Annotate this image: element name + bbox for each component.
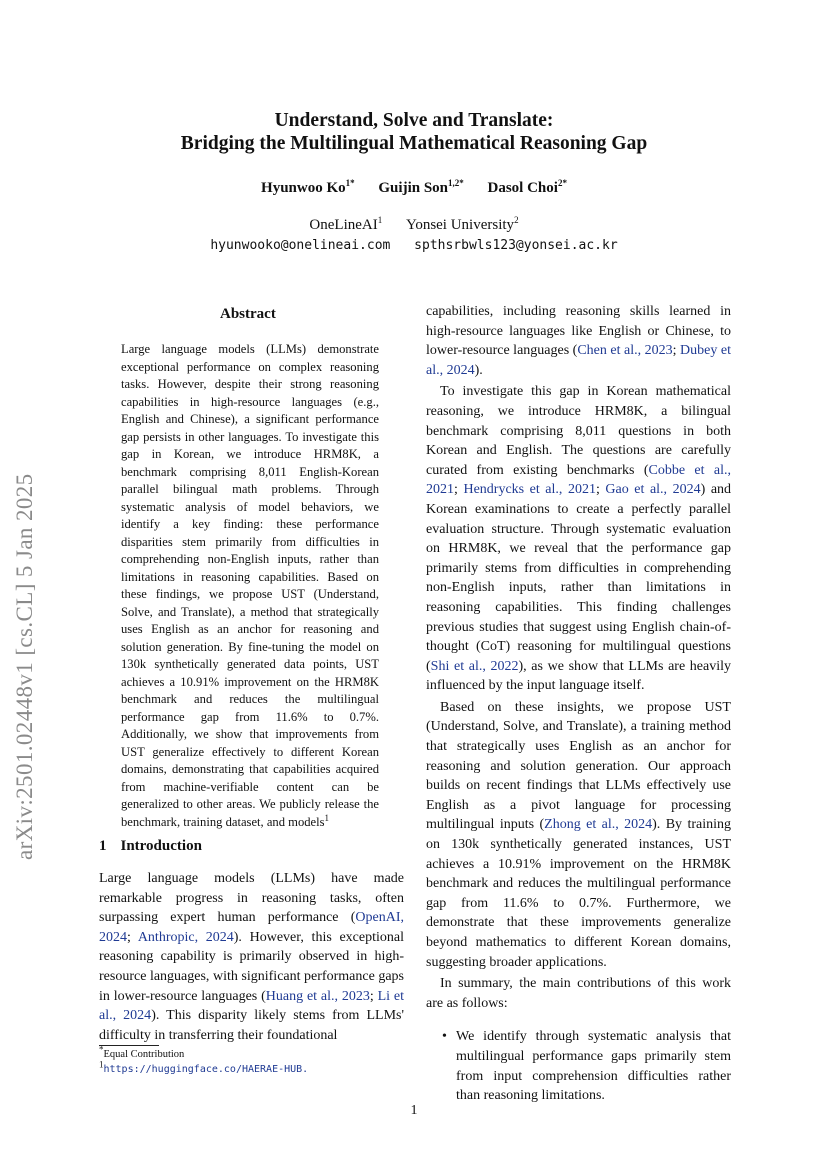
citation-link[interactable]: Li et al., 2024 <box>99 988 405 1024</box>
paragraph: To investigate this gap in Korean mathematical reasoning, we introduce HRM8K, a bilingual benchmark comprising 8,011 questions in both Korean and English. The questions are carefully curated from existing benchmarks (Cobbe et al., 2021; Hendrycks et al., 2021; Gao et al., 2024) and Korean examinations to create a perfectly parallel evaluation structure. Through systematic evaluation on HRM8K, we reveal that the performance gap primarily stems from difficulties in comprehending non-English inputs, rather than limitations in reasoning capabilities. This finding challenges previous studies that suggest using English chain-of-thought (CoT) reasoning for multilingual questions (Shi et al., 2022), as we show that LLMs are heavily influenced by the input language itself. <box>426 384 732 694</box>
citation-link[interactable]: Chen et al., 2023 <box>577 343 673 359</box>
citation-link[interactable]: Shi et al., 2022 <box>430 658 519 674</box>
paragraph: In summary, the main contributions of this work are as follows: <box>426 976 731 1011</box>
contribution-bullet: • We identify through systematic analysis that multilingual performance gaps primarily stem from input comprehension difficulties rather than reasoning limitations. <box>442 1029 731 1104</box>
paragraph: Based on these insights, we propose UST (Understand, Solve, and Translate), a training method that strategically uses English as an anchor for reasoning and solution generation. Our approach builds on recent findings that LLMs effectively use English as a pivot language for processing multilingual inputs (Zhong et al., 2024). By training on 130k synthetically generated instances, UST achieves a 10.91% improvement on the HRM8K benchmark and reduces the multilingual performance gap from 11.6% to 0.7%. Furthermore, we demonstrate that these improvements generalize beyond mathematics to different Korean domains, suggesting broader applications. <box>426 699 731 970</box>
affiliation: Yonsei University$^2$ <box>405 215 519 233</box>
abstract-heading: Abstract <box>220 306 276 322</box>
paragraph: capabilities, including reasoning skills learned in high-resource languages like English or Chinese, to lower-resource languages (Chen et al., 2023; Dubey et al., 2024). <box>426 304 731 378</box>
right-column <box>426 302 731 1106</box>
footnote-mark[interactable]: 1 <box>324 812 330 823</box>
bullet-icon: • <box>442 1029 447 1045</box>
email[interactable]: spthsrbwls123@yonsei.ac.kr <box>414 238 618 253</box>
citation-link[interactable]: Anthropic, 2024 <box>137 929 234 945</box>
abstract-body: Large language models (LLMs) demonstrate exceptional performance on complex reasoning tasks. However, despite their strong reasoning capabilities in high-resource languages (e.g., English and Chinese), a significant performance gap persists in other languages. To investigate this gap in Korean, we introduce HRM8K, a benchmark comprising 8,011 English-Korean parallel bilingual math problems. Through systematic analysis of model behaviors, we identify a key finding: these performance disparities stem primarily from difficulties in comprehending non-English inputs, rather than limitations in reasoning capabilities. Based on these findings, we propose UST (Understand, Solve, and Translate), a method that strategically uses English as an anchor for reasoning and solution generation. By fine-tuning the model on 130k synthetically generated data points, UST achieves a 10.91% improvement on the HRM8K benchmark and reduces the multilingual performance gap from 11.6% to 0.7%. Additionally, we show that improvements from UST generalize effectively to different Korean domains, demonstrating that capabilities acquired from machine-verifiable content can be generalized to other areas. We publicly release the benchmark, training dataset, and models$^1$ <box>121 342 379 829</box>
citation-link[interactable]: Gao et al., 2024 <box>605 482 701 498</box>
author: Hyunwoo $Ko^{1*}$ <box>261 178 355 196</box>
author: Dasol Choi$^{2*}$ <box>487 178 567 196</box>
paper-title <box>0 109 828 155</box>
footnote: $^1$https://huggingface.co/HAERAE-HUB. <box>99 1059 309 1075</box>
footnote-url-link[interactable]: https://huggingface.co/HAERAE-HUB. <box>103 1064 309 1075</box>
citation-link[interactable]: Zhong et al., 2024 <box>544 817 653 833</box>
affiliation: OneLineAI$^1$ <box>309 215 383 233</box>
intro-paragraph: Large language models (LLMs) have made remarkable progress in reasoning tasks, often surpassing expert human performance (OpenAI, 2024; Anthropic, 2024). However, this exceptional reasoning capability is primarily observed in high-resource languages, with significant performance gaps in lower-resource languages (Huang et al., 2023; Li et al., 2024). This disparity likely stems from LLMs' difficulty in transferring their foundational <box>99 871 405 1043</box>
arxiv-stamp: arXiv:2501.02448v1 [cs.CL] 5 Jan 2025 <box>12 473 37 860</box>
footnote-rule <box>99 1045 159 1046</box>
citation-link[interactable]: Hendrycks et al., 2021 <box>463 482 596 498</box>
author-emails <box>0 238 828 253</box>
citation-link[interactable]: Cobbe et al., 2021 <box>426 462 732 498</box>
author-list <box>0 180 828 197</box>
affiliations <box>0 217 828 234</box>
citation-link[interactable]: Dubey et al., 2024 <box>426 343 731 378</box>
page-number: 1 <box>410 1103 418 1118</box>
section-heading: 1 Introduction <box>99 838 202 854</box>
title-line-2: Bridging the Multilingual Mathematical Reasoning Gap <box>180 133 648 154</box>
footnote: *Equal Contribution <box>99 1044 185 1060</box>
email[interactable]: hyunwooko@onelineai.com <box>210 238 391 253</box>
citation-link[interactable]: OpenAI, 2024 <box>99 910 404 945</box>
author: Guijin Son$^{1,2*}$ <box>378 178 464 196</box>
footnotes <box>99 1044 404 1077</box>
citation-link[interactable]: Huang et al., 2023 <box>265 988 370 1004</box>
title-line-1: Understand, Solve and Translate: <box>274 110 554 131</box>
